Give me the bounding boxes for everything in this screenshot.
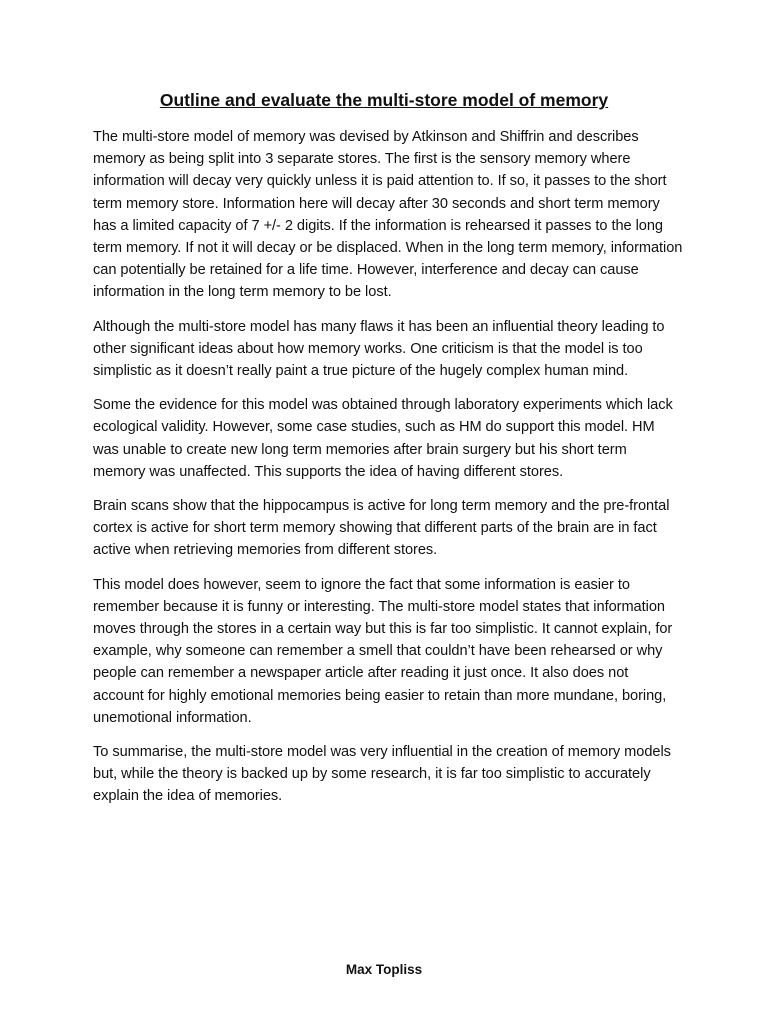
paragraph-evidence: Some the evidence for this model was obtained through laboratory experiments which lack ecological validity. However, some case studies, such as HM do support this model. HM was unable to create new long term memories after brain surgery but his short term memory was unaffected. This supports the idea of having different stores. (93, 397, 673, 480)
paragraph-limitations: This model does however, seem to ignore the fact that some information is easier to remember because it is funny or interesting. The multi-store model states that information moves through the stores in a certain way but this is far too simplistic. It cannot explain, for example, why someone can remember a smell that couldn’t have been rehearsed or why people can remember a newspaper article after reading it just once. It also does not account for highly emotional memories being easier to retain than more mundane, boring, unemotional information. (93, 576, 673, 726)
document-title: Outline and evaluate the multi-store model of memory (159, 90, 609, 110)
paragraph-intro: The multi-store model of memory was devised by Atkinson and Shiffrin and describes memory as being split into 3 separate stores. The first is the sensory memory where information will decay very quickly unless it is paid attention to. If so, it passes to the short term memory store. Information here will decay after 30 seconds and short term memory has a limited capacity of 7 +/- 2 digits. If the information is rehearsed it passes to the long term memory. If not it will decay or be displaced. When in the long term memory, information can potentially be retained for a life time. However, interference and decay can cause information in the long term memory to be lost. (93, 129, 683, 301)
document-body (93, 126, 683, 820)
paragraph-conclusion: To summarise, the multi-store model was very influential in the creation of memory models but, while the theory is backed up by some research, it is far too simplistic to accurately explain the idea of memories. (93, 744, 671, 805)
paragraph-criticism: Although the multi-store model has many flaws it has been an influential theory leading to other significant ideas about how memory works. One criticism is that the model is too simplistic as it doesn’t really paint a true picture of the hugely complex human mind. (93, 318, 665, 380)
paragraph-brain-scans: Brain scans show that the hippocampus is active for long term memory and the pre-frontal cortex is active for short term memory showing that different parts of the brain are in fact active when retrieving memories from different stores. (93, 498, 670, 559)
author-name: Max Topliss (345, 962, 423, 977)
